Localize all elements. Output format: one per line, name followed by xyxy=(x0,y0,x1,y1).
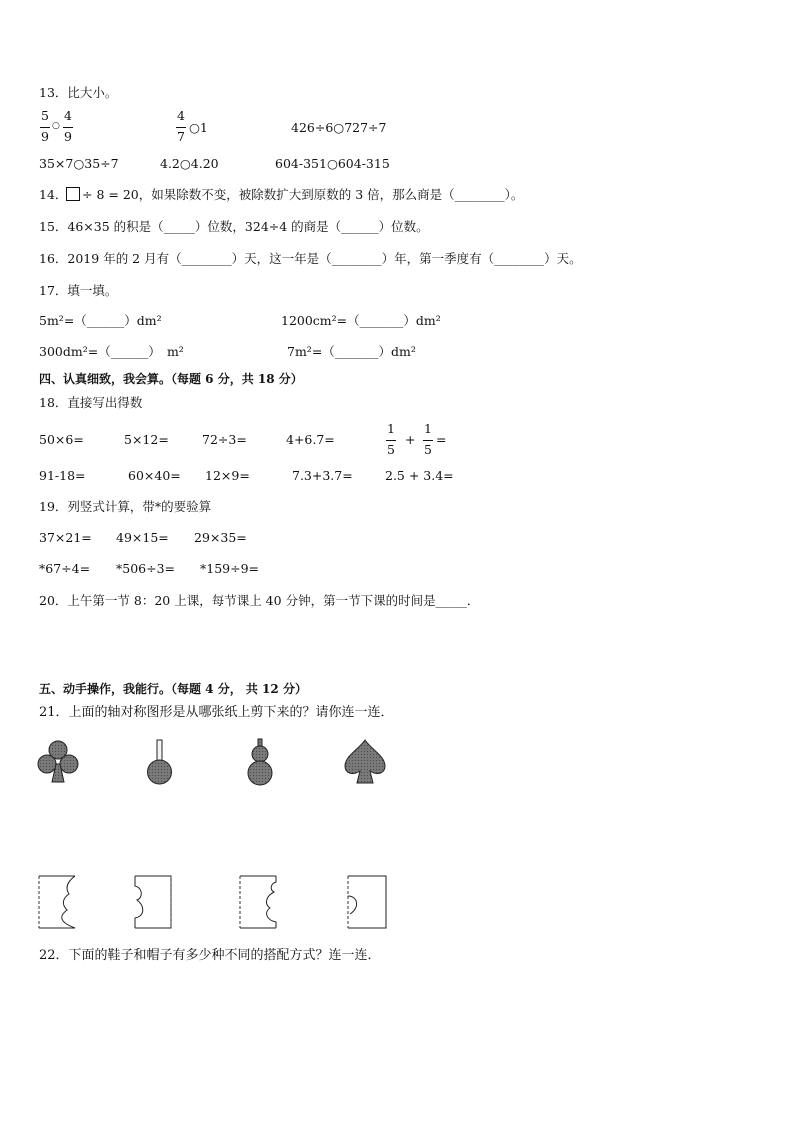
q18-title: 18．直接写出得数 xyxy=(39,395,143,410)
q18-calc-7: 12×9= xyxy=(205,468,250,483)
q19-calc-5: *506÷3= xyxy=(116,561,176,576)
fraction-numerator: 4 xyxy=(177,108,185,123)
q20-text: 20．上午第一节 8：20 上课，每节课上 40 分钟，第一节下课的时间是_____． xyxy=(39,593,480,608)
q14-number: 14． xyxy=(39,187,68,202)
gourd-shape-icon xyxy=(243,738,277,788)
q18-calc-8: 7.3+3.7= xyxy=(292,468,353,483)
q18-calc-6: 60×40= xyxy=(128,468,181,483)
spade-shape-icon xyxy=(342,738,388,786)
fraction-bar xyxy=(63,127,73,128)
q18-calc-4: 4+6.7= xyxy=(286,432,335,447)
q13-compare-2: ○1 xyxy=(189,120,208,135)
paper-option-3 xyxy=(236,874,280,930)
lollipop-shape-icon xyxy=(142,738,178,788)
section-5-heading: 五、动手操作，我能行。（每题 4 分， 共 12 分） xyxy=(39,682,307,696)
q18-calc-3: 72÷3= xyxy=(202,432,247,447)
q13-compare-6: 604-351○604-315 xyxy=(275,156,390,171)
q17-item-1: 5m²=（______）dm² xyxy=(39,313,162,328)
q19-title: 19．列竖式计算，带*的要验算 xyxy=(39,499,212,514)
q13-compare-circle: ○ xyxy=(52,121,60,131)
club-shape-icon xyxy=(36,738,80,786)
q13-title: 13．比大小。 xyxy=(39,85,118,100)
q18-fraction-a xyxy=(386,423,396,456)
q19-calc-2: 49×15= xyxy=(116,530,169,545)
fraction-numerator: 1 xyxy=(387,421,395,436)
q17-item-2: 1200cm²=（_______）dm² xyxy=(281,313,441,328)
q22-text: 22．下面的鞋子和帽子有多少种不同的搭配方式？连一连． xyxy=(39,948,381,963)
q18-plus-sign: + xyxy=(405,432,416,447)
q21-text: 21．上面的轴对称图形是从哪张纸上剪下来的？请你连一连． xyxy=(39,705,394,720)
fraction-denominator: 7 xyxy=(177,128,185,144)
fraction-bar xyxy=(176,127,186,128)
q13-compare-5: 4.2○4.20 xyxy=(160,156,219,171)
q18-calc-2: 5×12= xyxy=(124,432,169,447)
q13-fraction-2 xyxy=(63,110,73,143)
q18-calc-5: 91-18= xyxy=(39,468,86,483)
fraction-denominator: 5 xyxy=(424,441,432,457)
q16-text: 16．2019 年的 2 月有（________）天，这一年是（________）年，第一季度有（________）天。 xyxy=(39,251,582,266)
q19-calc-6: *159÷9= xyxy=(200,561,260,576)
q13-compare-4: 35×7○35÷7 xyxy=(39,156,119,171)
q13-fraction-1 xyxy=(40,110,50,143)
fraction-denominator: 5 xyxy=(387,441,395,457)
q18-fraction-b xyxy=(423,423,433,456)
q19-calc-1: 37×21= xyxy=(39,530,92,545)
q14-text: ÷ 8 = 20，如果除数不变，被除数扩大到原数的 3 倍，那么商是（________）。 xyxy=(82,187,524,202)
q17-item-4: 7m²=（_______）dm² xyxy=(287,344,416,359)
q13-compare-3: 426÷6○727÷7 xyxy=(291,120,387,135)
fraction-numerator: 5 xyxy=(41,108,49,123)
fraction-numerator: 4 xyxy=(64,108,72,123)
fraction-bar xyxy=(386,440,396,441)
paper-option-4 xyxy=(344,874,390,930)
q18-calc-9: 2.5 + 3.4= xyxy=(385,468,454,483)
q18-equals: = xyxy=(436,432,447,447)
q15-text: 15．46×35 的积是（_____）位数，324÷4 的商是（______）位数。 xyxy=(39,219,429,234)
fraction-denominator: 9 xyxy=(41,128,49,144)
q18-calc-1: 50×6= xyxy=(39,432,84,447)
q19-calc-3: 29×35= xyxy=(194,530,247,545)
paper-option-2 xyxy=(131,874,175,930)
fraction-bar xyxy=(423,440,433,441)
q17-title: 17．填一填。 xyxy=(39,283,118,298)
fraction-bar xyxy=(40,127,50,128)
q13-fraction-3 xyxy=(176,110,186,143)
fraction-denominator: 9 xyxy=(64,128,72,144)
q19-calc-4: *67÷4= xyxy=(39,561,91,576)
q14-blank-box xyxy=(66,187,80,201)
q17-item-3: 300dm²=（______） m² xyxy=(39,344,184,359)
paper-option-1 xyxy=(37,874,77,930)
section-4-heading: 四、认真细致，我会算。（每题 6 分，共 18 分） xyxy=(39,372,303,386)
fraction-numerator: 1 xyxy=(424,421,432,436)
